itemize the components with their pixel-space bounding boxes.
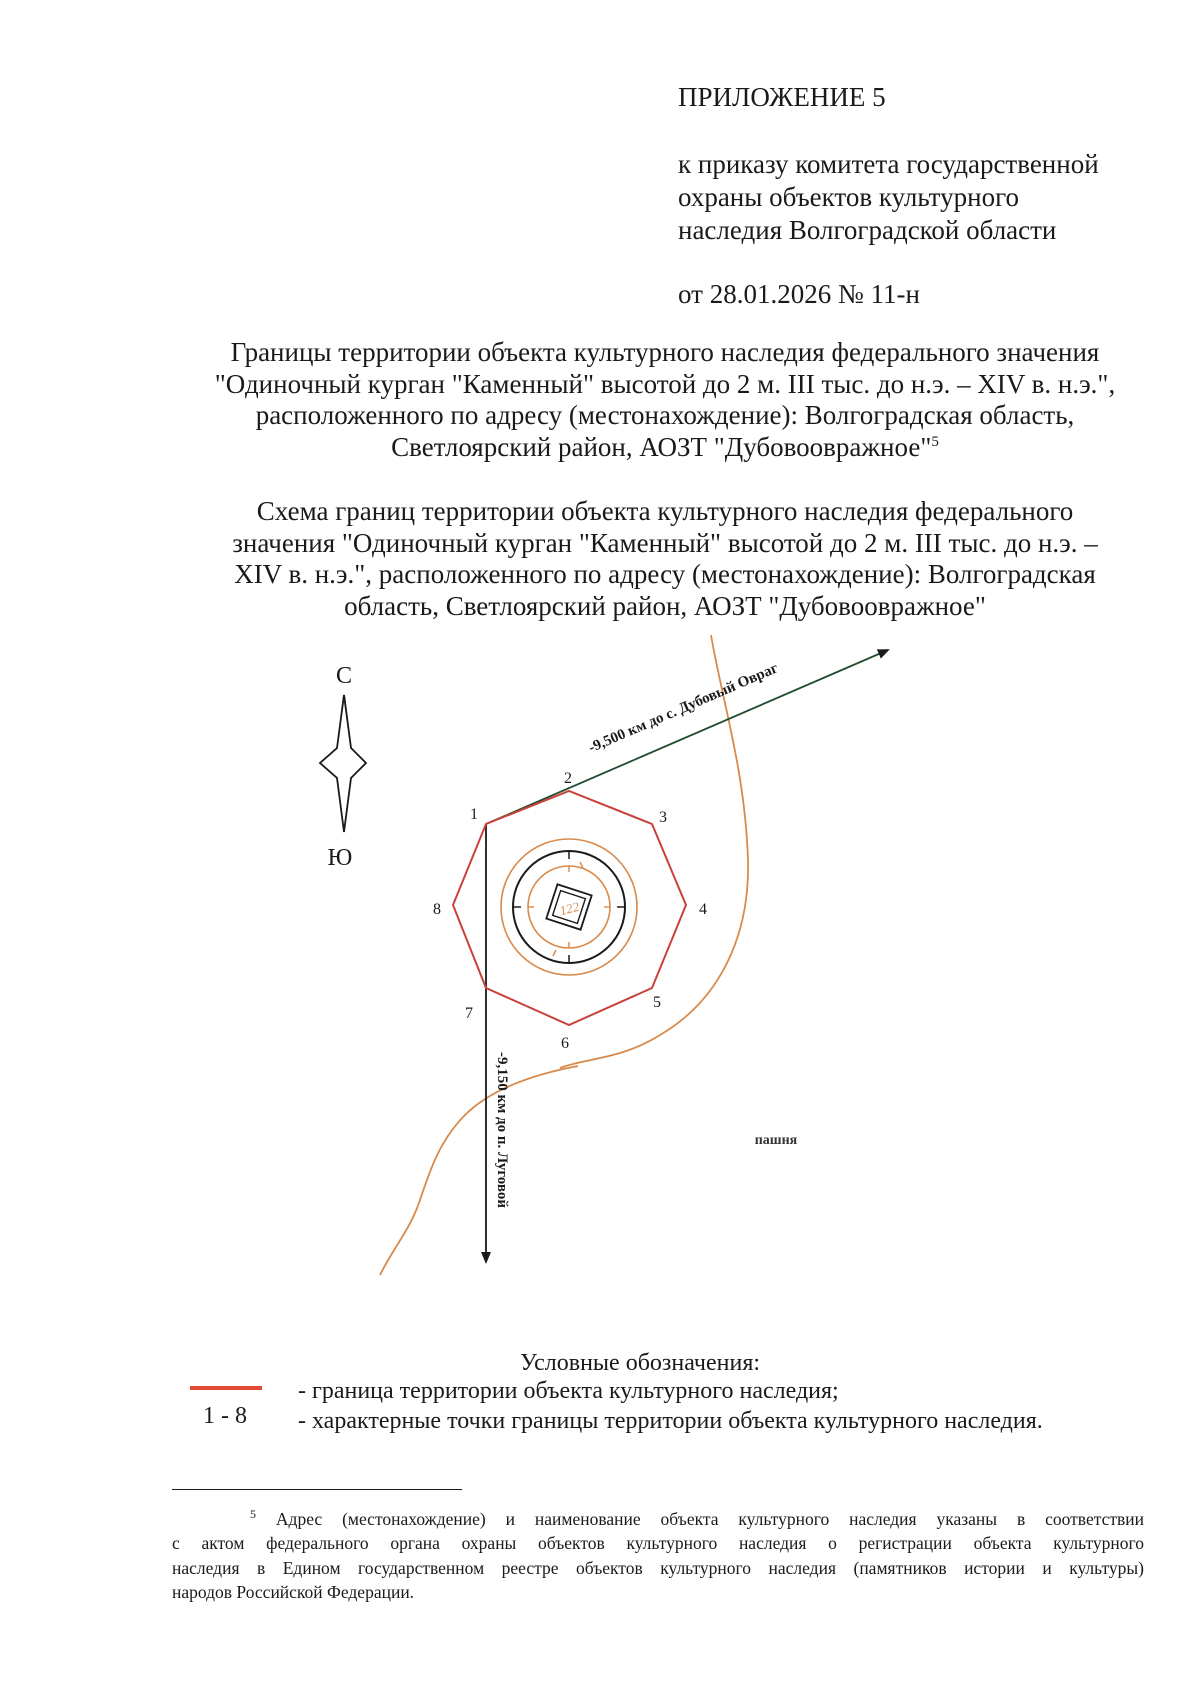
order-reference-line: к приказу комитета государственной [678,149,1099,179]
legend-title: Условные обозначения: [520,1350,761,1376]
boundary-point-label-5: 5 [653,994,661,1011]
legend-points-range: 1 - 8 [203,1403,247,1429]
legend-boundary-text: - граница территории объекта культурного наследия; [298,1378,839,1404]
boundary-point-label-6: 6 [561,1035,569,1052]
boundary-point-label-7: 7 [465,1005,473,1022]
scheme-title-line: область, Светлоярский район, АОЗТ "Дубовоовражное" [344,590,986,621]
boundary-point-label-8: 8 [433,901,441,918]
footnote-text: Адрес (местонахождение) и наименование объекта культурного наследия указаны в соответствии [275,1508,1145,1529]
mound-contours [501,839,637,975]
contour-tick [553,950,556,956]
boundary-point-label-4: 4 [699,901,707,918]
footnote-divider [172,1489,462,1490]
boundary-point-label-3: 3 [659,809,667,826]
title-line: расположенного по адресу (местонахождение): Волгоградская область, [255,400,1075,430]
footnote-line: наследия в Едином государственном реестре объектов культурного наследия (памятников истории и культуры) [172,1557,1144,1578]
order-date: от 28.01.2026 № 11-н [678,279,920,309]
compass-south-label: Ю [327,845,353,871]
footnote-line: народов Российской Федерации. [172,1582,415,1603]
direction-label-northeast: -9,500 км до с. Дубовый Овраг [586,660,781,757]
footnote-mark: 5 [250,1507,256,1521]
compass-body [320,695,366,832]
direction-arrow-northeast [486,650,888,824]
field-edge-line [380,1066,578,1275]
title-line: Границы территории объекта культурного наследия федерального значения [230,337,1100,367]
boundary-point-label-2: 2 [564,770,572,787]
legend-points-text: - характерные точки границы территории объекта культурного наследия. [298,1408,1043,1434]
elevation-mark: 122 [558,898,581,919]
title-line: "Одиночный курган "Каменный" высотой до 2 м. III тыс. до н.э. – XIV в. н.э.", [214,368,1116,399]
boundary-point-label-1: 1 [470,806,478,823]
footnote [172,1502,1144,1605]
footnote-line: с актом федерального органа охраны объектов культурного наследия о регистрации объекта культурного [172,1533,1144,1554]
appendix-label: ПРИЛОЖЕНИЕ 5 [678,82,886,112]
legend-boundary-swatch [190,1386,262,1390]
scheme-title-line: Схема границ территории объекта культурного наследия федерального [256,496,1074,526]
order-reference-line: наследия Волгоградской области [678,215,1057,245]
footnote-reference: 5 [931,433,939,450]
compass-rose [320,663,366,871]
scheme-title-line: значения "Одиночный курган "Каменный" высотой до 2 м. III тыс. до н.э. – [232,527,1098,558]
scheme-title-line: XIV в. н.э.", расположенного по адресу (местонахождение): Волгоградская [234,559,1096,589]
compass-north-label: С [335,663,353,689]
order-reference-line: охраны объектов культурного [678,182,1019,212]
footnote-line [172,1502,1144,1531]
title-line-text: Светлоярский район, АОЗТ "Дубовоовражное" [391,431,932,462]
field-label: пашня [754,1133,798,1148]
direction-label-south: -9,150 км до п. Луговой [494,1051,510,1209]
